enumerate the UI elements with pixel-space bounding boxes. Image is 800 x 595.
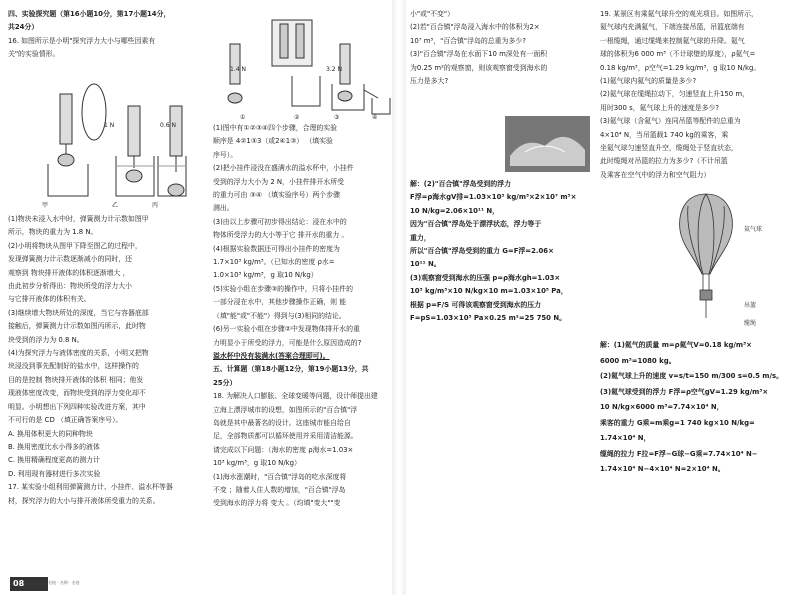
q16-line: 块受到的浮力为 0.8 N。: [8, 335, 84, 344]
floating-city-photo: [505, 116, 590, 172]
q16-line: 现液体密度改变，而物块受到的浮力变化却不: [8, 389, 146, 398]
q16-line: 接触后，弹簧测力计示数如图丙所示，此时物: [8, 322, 146, 331]
q18-line: 10⁷ m³，"百合镇"浮岛的总重为多少?: [410, 36, 526, 45]
solution-line: 解：(1)氦气的质量 m=ρ氦气V=0.18 kg/m³×: [600, 341, 752, 349]
q18-stem: 请完成以下问题：（海水的密度 ρ海水=1.03×: [213, 445, 354, 454]
q18-stem: 受到海水的浮力将 变大 。（均填"变大""变: [213, 499, 341, 508]
section-heading: 四、实验探究题（第16小题10分，第17小题14分，: [8, 10, 171, 18]
solution-line: (3)氦气球受到的浮力 F浮=ρ空气gV=1.29 kg/m³×: [600, 387, 769, 396]
q16-line: (4)为探究浮力与液体密度的关系，小明又把物: [8, 349, 149, 358]
q17-answer: 溢水杯中没有装满水(答案合理即可)。: [213, 351, 330, 360]
q17-line: 受到的浮力大小为 2 N，小挂件排开水所受: [213, 177, 345, 186]
label-jia: 甲: [42, 202, 49, 209]
q17-line: 力明显小于所受的浮力，可能是什么原因造成的?: [213, 338, 362, 347]
q18-stem: 立海上漂浮城市的设想，如图所示的"百合镇"浮: [213, 405, 358, 414]
q16-line: 所示，物块的重力为 1.8 N。: [8, 228, 98, 237]
q16-stem-cont: 关"的实验情形。: [8, 50, 60, 59]
q19-line: 用时300 s，氦气球上升的速度是多少?: [600, 103, 720, 112]
q18-stem: 10³ kg/m³，g 取10 N/kg）: [213, 459, 301, 468]
section-heading-cont: 共24分）: [8, 23, 39, 32]
q19-line: 此时缆绳对吊篮的拉力为多少?（不计吊篮: [600, 157, 728, 166]
q17-stem: 材，探究浮力的大小与排开液体所受重力的关系。: [8, 496, 160, 505]
section-heading-calc: 五、计算题（第18小题12分，第19小题13分，共: [213, 365, 369, 374]
q17-stem: 17. 某实验小组利用弹簧测力计、小挂件、溢水杯等器: [8, 483, 173, 492]
q17-line: (5)实验小组在步骤③的操作中，只将小挂件的: [213, 284, 353, 293]
q19-solution: [600, 338, 796, 478]
column-1: [8, 8, 196, 62]
column-2: [213, 122, 393, 511]
q16-line: 明显。小明想出下列四种实验改进方案，其中: [8, 402, 146, 411]
q17-line: 序号）。: [213, 150, 238, 159]
label-rope: 缆绳: [744, 320, 757, 327]
q17-line: （填"能"或"不能"）得到与(3)相同的结论。: [213, 311, 346, 320]
solution-line: 解：(2)"百合镇"浮岛受到的浮力: [410, 180, 511, 188]
q19-line: 及乘客在空气中的浮力和空气阻力）: [600, 170, 711, 179]
q16-option: C. 换用精确程度更高的测力计: [8, 456, 100, 465]
q19-line: 坐氦气球匀速竖直升空，缆绳处于竖直状态，: [600, 144, 738, 153]
footer-brand: 名校 · 名师 · 名卷: [48, 580, 80, 585]
solution-line: 缆绳的拉力 F拉=F浮−G球−G乘=7.74×10⁴ N−: [600, 449, 758, 458]
solution-line: (3)观察窗受到海水的压强 p=ρ海水gh=1.03×: [410, 273, 561, 282]
q16-option: A. 换用体积更大的同种物块: [8, 429, 93, 438]
q17-line: 的重力可由 ③④ （填实验序号）两个步骤: [213, 191, 340, 200]
q17-line: (2)把小挂件浸没在盛满水的溢水杯中，小挂件: [213, 164, 354, 173]
q17-line: 一部分浸在水中，其他步骤操作正确，则 能: [213, 298, 347, 307]
q18-stem: 18. 为解决人口膨胀、全球变暖等问题，设计师提出建: [213, 392, 378, 401]
label-step4: ④: [372, 114, 378, 121]
q19-line: 氦气球内充满氦气，下端连接吊篮，吊篮底端有: [600, 23, 745, 32]
q16-parts: [8, 213, 198, 508]
label-step3: ③: [334, 114, 340, 121]
q18-stem: (1)海水涨潮时，"百合镇"浮岛的吃水深度将: [213, 472, 347, 481]
solution-line: 所以"百合镇"浮岛受到的重力 G=F浮=2.06×: [410, 247, 554, 256]
page-number: 08: [10, 577, 48, 591]
solution-line: 10¹¹ N。: [410, 260, 441, 269]
solution-line: 10³ kg/m³×10 N/kg×10 m=1.03×10⁵ Pa，: [410, 287, 568, 296]
q19-line: 一根缆绳，通过缆绳来控制氦气球的升降。氦气: [600, 36, 745, 45]
q16-stem: 16. 如图所示是小明"探究浮力大小与哪些因素有: [8, 36, 156, 45]
solution-line: (2)氦气球上升的速度 v=s/t=150 m/300 s=0.5 m/s。: [600, 372, 783, 380]
q16-line: 不可行的是 CD （填正确答案序号）。: [8, 416, 123, 425]
q16-line: 块浸没到事先配制好的盐水中，这样操作的: [8, 362, 139, 371]
q19-line: 球的体积为6 000 m³（不计球壁的厚度），ρ氦气=: [600, 50, 756, 59]
q16-line: 由此初步分析得出：物块所受的浮力大小: [8, 282, 133, 291]
label-step2: ②: [294, 114, 300, 121]
solution-line: 1.74×10⁴ N−4×10⁴ N=2×10⁴ N。: [600, 465, 725, 473]
q19-line: 0.18 kg/m³，ρ空气=1.29 kg/m³，g 取10 N/kg。: [600, 63, 761, 72]
q17-line: 1.7×10³ kg/m³。（已知水的密度 ρ水=: [213, 258, 335, 267]
column-3: [410, 8, 590, 88]
q17-line: 测出。: [213, 204, 234, 213]
label-step1: ①: [240, 114, 246, 121]
label-yi: 乙: [112, 202, 119, 209]
solution-line: 根据 p=F/S 可得该观察窗受到海水的压力: [410, 300, 542, 309]
q16-option: D. 利用现有器材进行多次实验: [8, 469, 101, 478]
q18-line: (3)"百合镇"浮岛在水面下10 m深处有一面积: [410, 50, 548, 59]
q18-stem: 足，全部物质都可以循环使用并采用清洁能源。: [213, 432, 358, 441]
solution-line: 10 N/kg×6000 m³=7.74×10⁴ N，: [600, 403, 724, 411]
label-14n: 1.4 N: [230, 66, 246, 73]
q18-stem: 岛就是其中最著名的设计。这座城市能自给自: [213, 418, 351, 427]
q16-line: 目的是控制 物块排开液体的体积 相同；他发: [8, 375, 144, 384]
q16-line: (2)小明将物块从图甲下降至图乙的过程中，: [8, 241, 142, 250]
label-basket: 吊篮: [744, 302, 757, 309]
solution-line: 1.74×10⁴ N，: [600, 434, 651, 442]
q19-line: 4×10⁴ N，当吊篮载1 740 kg的乘客，乘: [600, 130, 729, 139]
solution-line: 因为"百合镇"浮岛处于漂浮状态，浮力等于: [410, 220, 542, 229]
solution-line: 重力，: [410, 233, 431, 242]
q18-line: (2)若"百合镇"浮岛浸入海水中的体积为2×: [410, 23, 540, 32]
q17-line: 1.0×10³ kg/m³，g 取10 N/kg）: [213, 271, 318, 280]
q16-option: B. 换用密度比水小得多的液体: [8, 442, 100, 451]
q16-line: (3)继续增大物块所处的深度，当它与容器底部: [8, 308, 149, 317]
label-06n: 0.6 N: [160, 122, 176, 129]
book-gutter: [392, 0, 406, 595]
q18-line: 压力是多大?: [410, 77, 449, 86]
q17-line: 物体所受浮力的大小等于它 排开水的重力 。: [213, 231, 349, 240]
q16-figure: [20, 64, 190, 209]
label-1n: 1 N: [104, 122, 115, 129]
label-32n: 3.2 N: [326, 66, 342, 73]
q16-line: 与它排开液体的体积有关。: [8, 295, 91, 304]
q18-line: 为0.25 m²的观察窗，则该观察窗受到海水的: [410, 63, 548, 72]
solution-line: F=pS=1.03×10⁵ Pa×0.25 m²=25 750 N。: [410, 314, 567, 323]
q16-line: (1)物块未浸入水中时，弹簧测力计示数如图甲: [8, 215, 149, 223]
q18-solution: [410, 178, 595, 325]
q16-line: 观察到 物块排开液体的体积逐渐增大 ，: [8, 268, 130, 277]
label-balloon: 氦气球: [744, 226, 763, 233]
solution-line: 乘客的重力 G乘=m乘g=1 740 kg×10 N/kg=: [600, 418, 755, 427]
solution-line: 6000 m³=1080 kg。: [600, 356, 676, 365]
q17-line: (3)由以上步骤可初步得出结论：浸在水中的: [213, 217, 347, 226]
solution-line: 10 N/kg=2.06×10¹¹ N，: [410, 206, 500, 215]
q19-line: (3)氦气球（含氦气）连同吊篮等配件的总重为: [600, 117, 741, 126]
column-4: [600, 8, 796, 182]
q18-line: 小"或"不变"）: [410, 10, 454, 18]
label-bing: 丙: [152, 202, 159, 209]
section-heading-calc-cont: 25分）: [213, 378, 237, 387]
q19-line: (1)氦气球内氦气的质量是多少?: [600, 77, 697, 86]
q17-line: (6)另一实验小组在步骤②中发现物体排开水的重: [213, 325, 360, 334]
balloon-figure: [676, 190, 736, 320]
q17-line: (1)图中有①②③④四个步骤，合理的实验: [213, 124, 338, 132]
q17-line: (4)根据实验数据还可得出小挂件的密度为: [213, 244, 340, 253]
solution-line: F浮=ρ海水gV排=1.03×10³ kg/m³×2×10⁷ m³×: [410, 193, 577, 202]
q16-line: 发现弹簧测力计示数逐渐减小的同时，还: [8, 255, 133, 264]
q18-stem: 不变 ；随着人住人数的增加，"百合镇"浮岛: [213, 485, 346, 494]
q19-line: (2)氦气球在缆绳拉动下，匀速竖直上升150 m，: [600, 90, 749, 99]
q17-line: 顺序是 4②1③3（或2④1③） （填实验: [213, 137, 333, 146]
q19-line: 19. 某景区有乘氦气球升空的观光项目。如图所示，: [600, 10, 758, 18]
